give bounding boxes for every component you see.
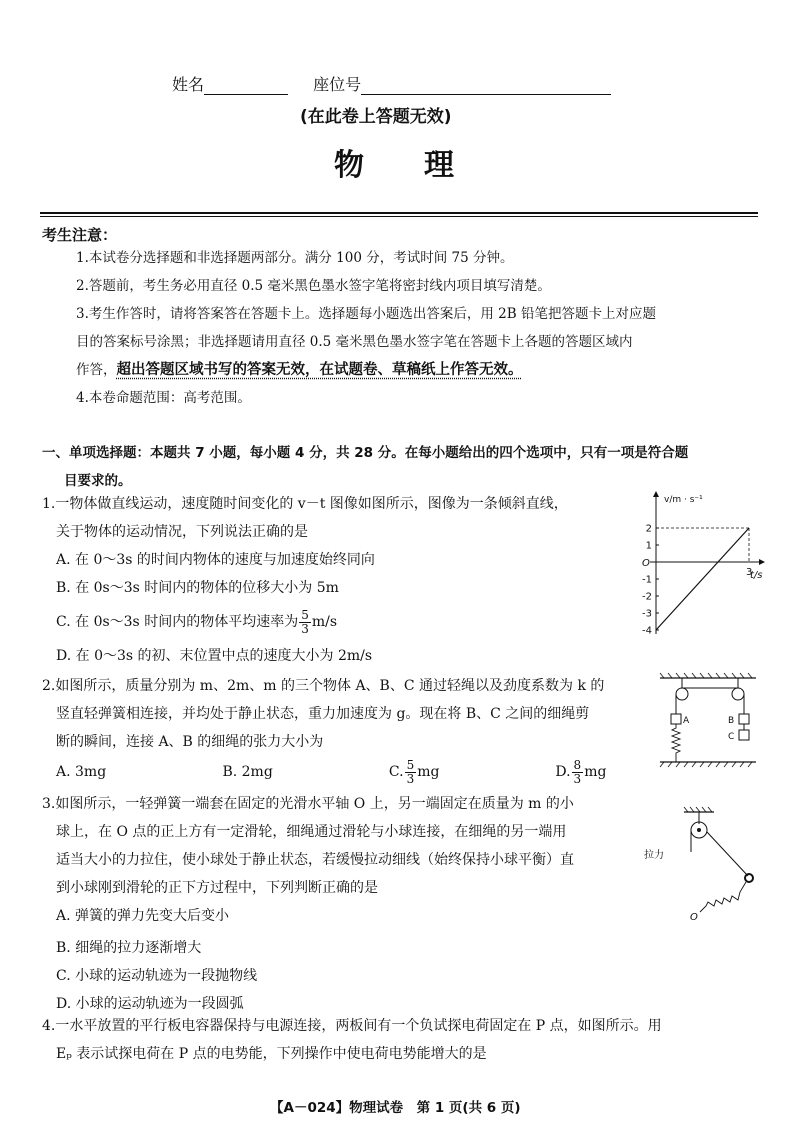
x-axis-label: t/s [750, 570, 763, 581]
data-line [656, 528, 749, 630]
instructions-title: 考生注意： [42, 226, 118, 244]
q2-options [56, 758, 606, 786]
spring [700, 882, 746, 912]
pulley-right [732, 688, 744, 700]
instructions-list [76, 244, 656, 412]
q2-option-c[interactable]: C. $\frac{5}{3}$ mg [388, 757, 440, 786]
q4-stem: Eₚ 表示试探电荷在 P 点的电势能，下列操作中使电荷电势能增大的是 [56, 1046, 487, 1062]
q3-option-b[interactable]: B. 细绳的拉力逐渐增大 [56, 940, 202, 956]
q1-option-c[interactable]: C. 在 0s～3s 时间内的物体平均速率为 $\frac{5}{3}$ m/s [56, 607, 338, 636]
y-tick-label: -3 [642, 608, 652, 620]
q1-option-a[interactable]: A. 在 0～3s 的时间内物体的速度与加速度始终同向 [56, 552, 375, 568]
y-tick-label: 1 [645, 540, 652, 552]
block-a-label: A [683, 716, 690, 726]
q1-option-d[interactable]: D. 在 0～3s 的初、末位置中点的速度大小为 2m/s [56, 648, 373, 664]
instruction-item: 目的答案标号涂黑；非选择题请用直径 0.5 毫米黑色墨水签字笔在答题卡上各题的答题区域内 [76, 334, 633, 350]
page-footer: 【A－024】物理试卷 第 1 页(共 6 页) [270, 1100, 521, 1116]
block-c [739, 730, 749, 740]
q2-stem: 2.如图所示，质量分别为 m、2m、m 的三个物体 A、B、C 通过轻绳以及劲度系数为 k 的 [42, 678, 605, 694]
header-rule-thin [40, 216, 758, 217]
block-a [671, 714, 681, 724]
section-heading-line: 一、单项选择题：本题共 7 小题，每小题 4 分，共 28 分。在每小题给出的四个选项中，只有一项是符合题 [42, 445, 689, 461]
question-1 [42, 490, 568, 670]
q2-stem: 竖直轻弹簧相连接，并均处于静止状态，重力加速度为 g。现在将 B、C 之间的细绳剪 [56, 706, 590, 722]
instruction-item: 3.考生作答时，请将答案答在答题卡上。选择题每小题选出答案后，用 2B 铅笔把答题卡上对应题 [76, 306, 656, 322]
fraction: $\frac{8}{3}$ [573, 757, 582, 786]
section-heading-line: 目要求的。 [64, 473, 132, 489]
instruction-item: 1.本试卷分选择题和非选择题两部分。满分 100 分，考试时间 75 分钟。 [76, 250, 514, 266]
q1-stem: 关于物体的运动情况，下列说法正确的是 [56, 524, 308, 540]
block-b [739, 714, 749, 724]
subject-title: 物 理 [334, 148, 454, 183]
pulley-left [676, 688, 688, 700]
instruction-item: 4.本卷命题范围：高考范围。 [76, 390, 251, 406]
name-field[interactable] [204, 78, 288, 95]
question-3 [42, 790, 574, 1018]
section-heading [42, 439, 688, 495]
fraction: $\frac{5}{3}$ [301, 607, 309, 636]
pulley-spring-diagram [656, 672, 760, 772]
q1-stem: 1.一物体做直线运动，速度随时间变化的 v－t 图像如图所示，图像为一条倾斜直线， [42, 496, 568, 512]
spring [672, 724, 680, 762]
block-c-label: C [728, 732, 735, 742]
q4-stem: 4.一水平放置的平行板电容器保持与电源连接，两板间有一个负试探电荷固定在 P 点，如图所示。用 [42, 1018, 662, 1034]
question-2 [42, 672, 604, 756]
seat-label: 座位号 [313, 75, 362, 94]
vt-graph [630, 488, 770, 640]
pull-label: 拉力 [644, 850, 664, 861]
q2-option-b[interactable]: B. 2mg [222, 764, 273, 780]
y-tick-label: -1 [642, 574, 652, 586]
x-tick-label: 3 [746, 567, 753, 578]
origin-label: O [642, 558, 650, 569]
y-tick-label: -4 [642, 625, 652, 637]
q3-option-d[interactable]: D. 小球的运动轨迹为一段圆弧 [56, 996, 244, 1012]
pulley-ball-diagram [636, 806, 766, 930]
instruction-item: 作答，超出答题区域书写的答案无效，在试题卷、草稿纸上作答无效。 [76, 362, 523, 378]
ball [745, 874, 753, 882]
q3-option-a[interactable]: A. 弹簧的弹力先变大后变小 [56, 908, 230, 924]
y-axis-label: v/m · s⁻¹ [664, 495, 703, 505]
header-rule-thick [40, 212, 758, 214]
q3-stem: 球上，在 O 点的正上方有一定滑轮，细绳通过滑轮与小球连接，在细绳的另一端用 [56, 824, 567, 840]
q3-stem: 3.如图所示，一轻弹簧一端套在固定的光滑水平轴 O 上，另一端固定在质量为 m 的小 [42, 796, 574, 812]
q3-stem: 适当大小的力拉住，使小球处于静止状态，若缓慢拉动细线（始终保持小球平衡）直 [56, 852, 574, 868]
student-info-line [172, 72, 611, 95]
question-4 [42, 1012, 662, 1068]
y-tick-label: -2 [642, 591, 652, 603]
axis-o-label: O [690, 912, 698, 923]
q3-option-c[interactable]: C. 小球的运动轨迹为一段抛物线 [56, 968, 258, 984]
invalid-notice: (在此卷上答题无效) [300, 107, 452, 127]
name-label: 姓名 [172, 75, 205, 94]
seat-field[interactable] [361, 78, 611, 95]
q1-option-b[interactable]: B. 在 0s～3s 时间内的物体的位移大小为 5m [56, 580, 339, 596]
block-b-label: B [728, 716, 735, 726]
y-tick-label: 2 [645, 523, 652, 535]
q3-stem: 到小球刚到滑轮的正下方过程中，下列判断正确的是 [56, 880, 378, 896]
fraction: $\frac{5}{3}$ [406, 757, 415, 786]
rope-to-ball [707, 832, 748, 876]
instruction-emphasis: 超出答题区域书写的答案无效，在试题卷、草稿纸上作答无效。 [116, 362, 523, 378]
instruction-item: 2.答题前，考生务必用直径 0.5 毫米黑色墨水签字笔将密封线内项目填写清楚。 [76, 278, 551, 294]
q2-option-a[interactable]: A. 3mg [56, 764, 107, 780]
q2-option-d[interactable]: D. $\frac{8}{3}$ mg [555, 757, 607, 786]
q2-stem: 断的瞬间，连接 A、B 的细绳的张力大小为 [56, 734, 324, 750]
